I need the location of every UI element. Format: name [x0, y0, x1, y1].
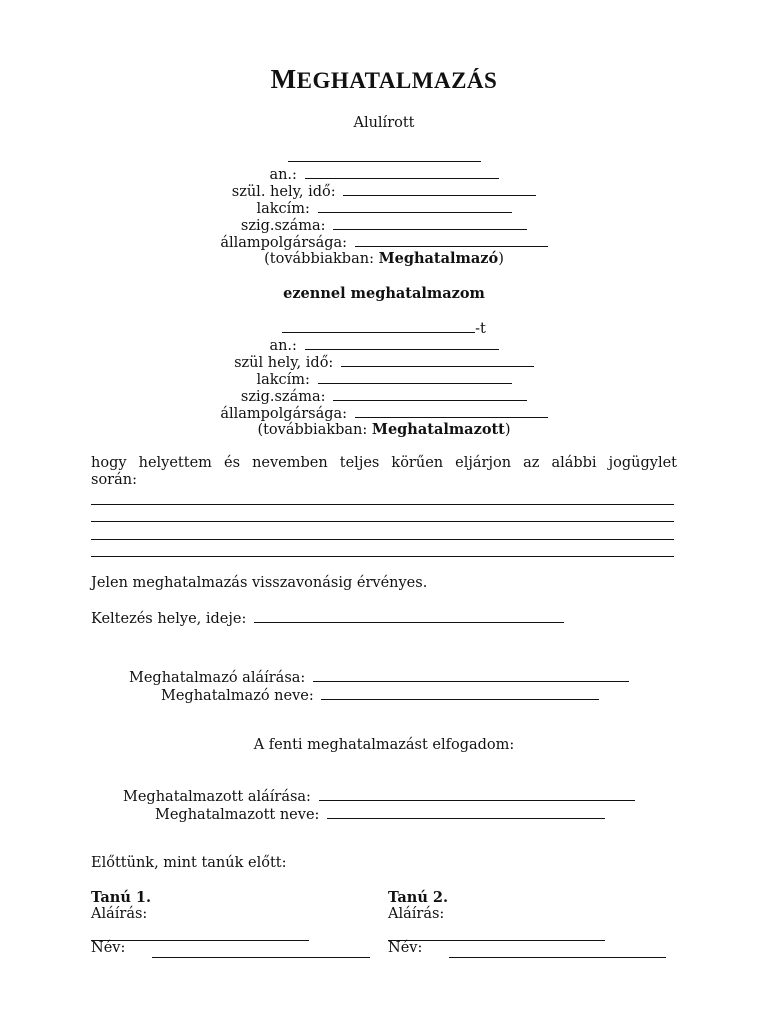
place-date-line[interactable]: [254, 609, 564, 623]
grantee-name-line[interactable]: [282, 319, 475, 333]
grantee-ref-open: (továbbiakban:: [257, 422, 372, 438]
grantor-citizenship-label: állampolgársága:: [220, 235, 348, 251]
purpose-line-2: során:: [91, 472, 137, 488]
grantee-address-label: lakcím:: [256, 372, 310, 388]
undersigned-label: Alulírott: [353, 115, 415, 131]
grantor-name-line[interactable]: [288, 148, 481, 162]
witness-2-title: Tanú 2.: [388, 889, 449, 906]
witness-1-title: Tanú 1.: [91, 889, 152, 906]
witness-1-signature-label: Aláírás:: [91, 906, 148, 922]
grantee-ref-name: Meghatalmazott: [371, 421, 505, 438]
grantor-reference: [0, 250, 768, 268]
validity-statement: Jelen meghatalmazás visszavonásig érvényes.: [91, 575, 428, 591]
grantor-id-label: szig.száma:: [240, 218, 326, 234]
grantor-birth-line[interactable]: [343, 182, 536, 196]
grantor-address-label: lakcím:: [256, 201, 310, 217]
grantee-reference: [0, 421, 768, 439]
grantor-address-line[interactable]: [318, 199, 512, 213]
grantee-name-label: Meghatalmazott neve:: [155, 807, 320, 823]
acceptance-statement: A fenti meghatalmazást elfogadom:: [253, 737, 515, 753]
witness-1-name-label: Név:: [91, 940, 126, 956]
purpose-blank-line-3[interactable]: [91, 539, 674, 540]
grantee-id-label: szig.száma:: [240, 389, 326, 405]
grantor-signature-row: [129, 668, 629, 687]
grantor-mother-line[interactable]: [305, 165, 499, 179]
grantee-mother-label: an.:: [269, 338, 297, 354]
grantee-signature-line[interactable]: [319, 787, 635, 801]
grantor-signature-label: Meghatalmazó aláírása:: [129, 670, 306, 686]
grantee-id-line[interactable]: [333, 387, 527, 401]
grantee-address-line[interactable]: [318, 370, 512, 384]
grantee-name-sign-row: [155, 805, 605, 824]
grantor-name-sign-line[interactable]: [321, 686, 599, 700]
grantor-signature-line[interactable]: [313, 668, 629, 682]
grantee-signature-label: Meghatalmazott aláírása:: [123, 789, 311, 805]
title-initial: M: [270, 64, 297, 94]
grantor-ref-name: Meghatalmazó: [378, 250, 499, 267]
place-date-label: Keltezés helye, ideje:: [91, 611, 247, 627]
grantor-citizenship-line[interactable]: [355, 233, 548, 247]
witness-2-name-line[interactable]: [449, 957, 666, 958]
purpose-blank-line-4[interactable]: [91, 556, 674, 557]
grantee-citizenship-line[interactable]: [355, 404, 548, 418]
grantee-name-sign-line[interactable]: [327, 805, 605, 819]
grantor-id-line[interactable]: [333, 216, 527, 230]
grantee-birth-label: szül hely, idő:: [234, 355, 334, 371]
purpose-blank-line-2[interactable]: [91, 521, 674, 522]
grantor-name-sign-row: [161, 686, 599, 705]
grantee-citizenship-label: állampolgársága:: [220, 406, 348, 422]
grantor-birth-label: szül. hely, idő:: [231, 184, 336, 200]
witness-1-name-line[interactable]: [152, 957, 370, 958]
page-title: [0, 64, 768, 96]
grantee-birth-line[interactable]: [341, 353, 534, 367]
title-rest: EGHATALMAZÁS: [296, 68, 498, 93]
grantor-name-label: Meghatalmazó neve:: [161, 688, 314, 704]
witness-intro: Előttünk, mint tanúk előtt:: [91, 855, 287, 871]
place-date-row: [91, 609, 564, 628]
grantee-signature-row: [123, 787, 635, 806]
witness-2-name-label: Név:: [388, 940, 423, 956]
grantee-mother-line[interactable]: [305, 336, 499, 350]
witness-2-signature-label: Aláírás:: [388, 906, 445, 922]
purpose-line-1: hogy helyettem és nevemben teljes körűen eljárjon az alábbi jogügylet: [91, 455, 677, 471]
grantor-ref-close: ): [498, 251, 504, 267]
grantor-mother-label: an.:: [269, 167, 297, 183]
grantee-ref-close: ): [504, 422, 511, 438]
authorize-statement: ezennel meghatalmazom: [283, 285, 485, 302]
grantee-suffix: -t: [475, 321, 486, 337]
grantor-ref-open: (továbbiakban:: [264, 251, 379, 267]
purpose-blank-line-1[interactable]: [91, 504, 674, 505]
